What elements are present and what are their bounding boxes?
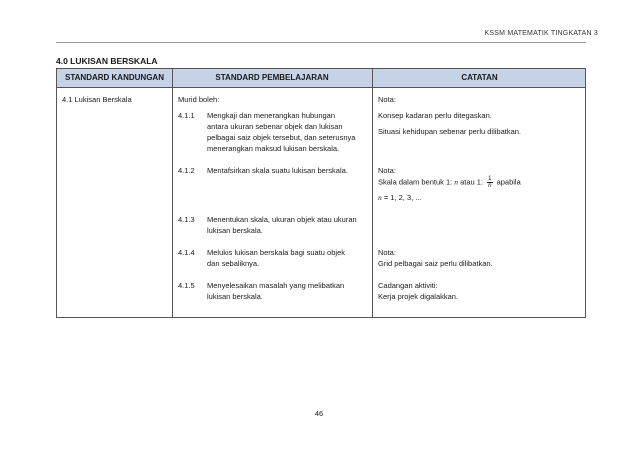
variable-n: n xyxy=(454,177,459,187)
note-line: Konsep kadaran perlu ditegaskan. xyxy=(378,111,492,120)
standard-text-4-1-1 xyxy=(207,110,369,154)
section-title: 4.0 LUKISAN BERSKALA xyxy=(56,56,158,66)
table-header-row xyxy=(57,69,585,88)
note-text: apabila xyxy=(494,177,521,187)
standard-number-4-1-3: 4.1.3 xyxy=(178,215,195,224)
fraction-one-over-n xyxy=(487,176,492,189)
standard-text-4-1-4 xyxy=(207,247,369,269)
note-scale-formula xyxy=(378,176,583,189)
text-line: lukisan berskala. xyxy=(207,226,263,235)
standard-number-4-1-5: 4.1.5 xyxy=(178,281,195,290)
header-standard-kandungan: STANDARD KANDUNGAN xyxy=(65,73,164,82)
text-line: pelbagai saiz objek tersebut, dan seterusnya xyxy=(207,133,356,142)
standard-text-4-1-3 xyxy=(207,214,369,236)
standard-number-4-1-2: 4.1.2 xyxy=(178,166,195,175)
text-line: antara ukuran sebenar objek dan lukisan xyxy=(207,122,343,131)
note-4-1-1 xyxy=(378,94,521,137)
column-divider-2 xyxy=(372,69,373,317)
note-4-1-5 xyxy=(378,280,458,302)
curriculum-table xyxy=(56,68,586,318)
note-label: Nota: xyxy=(378,95,396,104)
learning-intro: Murid boleh: xyxy=(178,95,220,104)
running-header: KSSM MATEMATIK TINGKATAN 3 xyxy=(484,30,598,37)
note-line: Situasi kehidupan sebenar perlu dilibatkan. xyxy=(378,127,522,136)
text-line: Menentukan skala, ukuran objek atau ukuran xyxy=(207,215,357,224)
standard-number-4-1-4: 4.1.4 xyxy=(178,248,195,257)
page-number: 46 xyxy=(314,409,324,418)
note-label: Nota: xyxy=(378,248,396,257)
text-line: lukisan berskala. xyxy=(207,292,263,301)
note-label: Nota: xyxy=(378,166,396,175)
header-catatan: CATATAN xyxy=(461,73,498,82)
standard-text-4-1-2 xyxy=(207,165,369,176)
column-divider-1 xyxy=(172,69,173,317)
variable-n: n xyxy=(378,193,382,202)
text-line: menerangkan maksud lukisan berskala. xyxy=(207,144,340,153)
note-n-values xyxy=(378,192,583,203)
text-line: Mengkaji dan menerangkan hubungan xyxy=(207,111,336,120)
fraction-denominator: n xyxy=(488,183,492,189)
header-standard-pembelajaran: STANDARD PEMBELAJARAN xyxy=(215,73,329,82)
text-line: Mentafsirkan skala suatu lukisan berskala. xyxy=(207,166,348,175)
note-line: Kerja projek digalakkan. xyxy=(378,292,459,301)
standard-text-4-1-5 xyxy=(207,280,369,302)
note-text: atau 1: xyxy=(458,177,486,187)
note-label: Cadangan aktiviti: xyxy=(378,281,438,290)
note-text: = 1, 2, 3, ... xyxy=(381,193,422,202)
text-line: Menyelesaikan masalah yang melibatkan xyxy=(207,281,345,290)
text-line: Melukis lukisan berskala bagi suatu objek xyxy=(207,248,345,257)
note-text: Skala dalam bentuk 1: xyxy=(378,177,455,187)
note-line: Grid pelbagai saiz perlu dilibatkan. xyxy=(378,259,493,268)
header-divider xyxy=(56,42,586,43)
note-4-1-4 xyxy=(378,247,493,269)
note-4-1-2 xyxy=(378,165,583,203)
kandungan-cell: 4.1 Lukisan Berskala xyxy=(62,95,132,104)
text-line: dan sebaliknya. xyxy=(207,259,260,268)
standard-number-4-1-1: 4.1.1 xyxy=(178,111,195,120)
fraction-numerator: 1 xyxy=(488,176,492,182)
